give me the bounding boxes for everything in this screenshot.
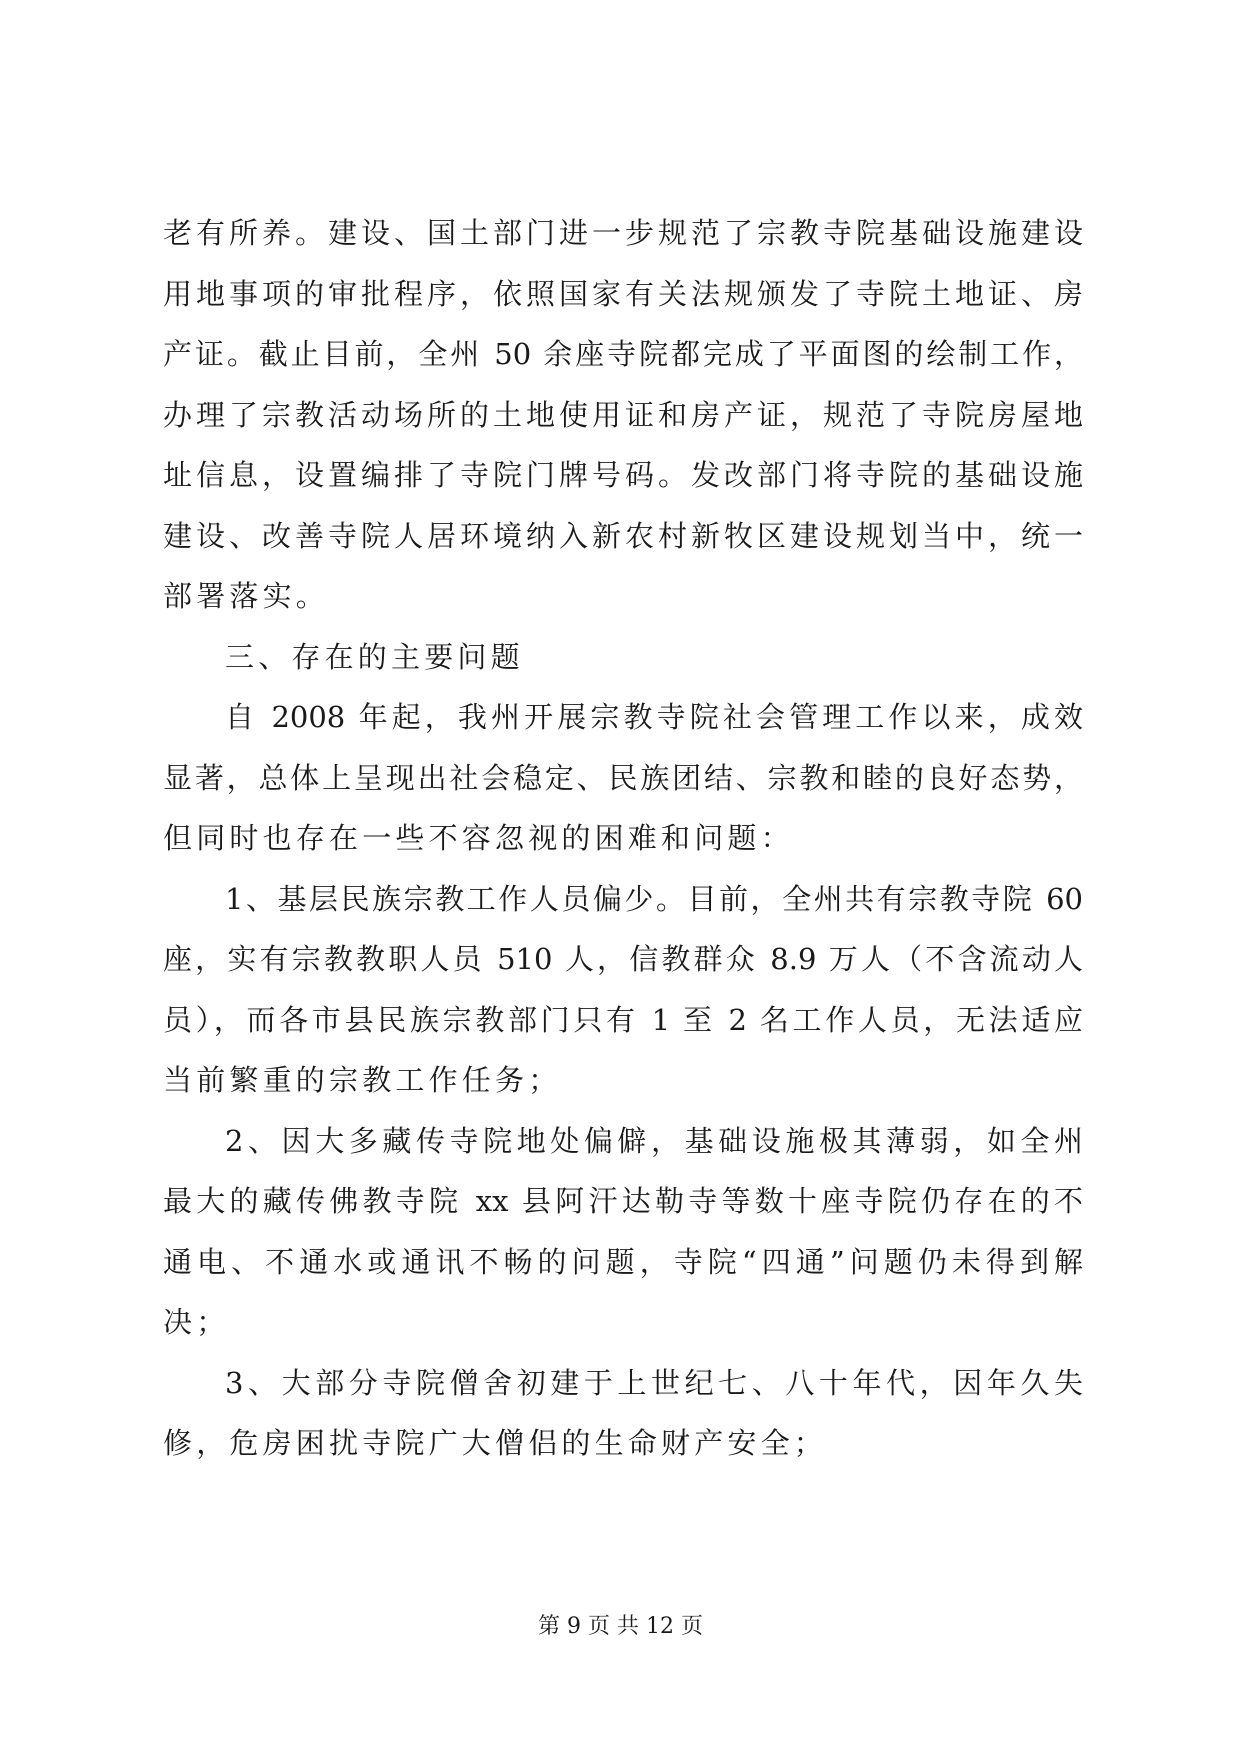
text-line: 通电、不通水或通讯不畅的问题，寺院“四通”问题仍未得到解 xyxy=(163,1244,1083,1279)
text-line: 修，危房困扰寺院广大僧侣的生命财产安全； xyxy=(163,1426,828,1460)
text-line: 座，实有宗教教职人员 510 人，信教群众 8.9 万人（不含流动人 xyxy=(163,942,1083,976)
page-footer: 第 9 页 共 12 页 xyxy=(538,1614,703,1639)
text-line: 三、存在的主要问题 xyxy=(225,639,524,674)
text-line: 2、因大多藏传寺院地处偏僻，基础设施极其薄弱，如全州 xyxy=(225,1123,1083,1158)
text-line: 办理了宗教活动场所的土地使用证和房产证，规范了寺院房屋地 xyxy=(163,397,1083,432)
text-line: 决； xyxy=(163,1305,230,1339)
text-line: 老有所养。建设、国土部门进一步规范了宗教寺院基础设施建设 xyxy=(163,216,1083,250)
text-line: 部署落实。 xyxy=(163,579,330,613)
text-line: 产证。截止目前，全州 50 余座寺院都完成了平面图的绘制工作， xyxy=(163,337,1083,371)
text-line: 当前繁重的宗教工作任务； xyxy=(163,1063,562,1097)
text-line: 1、基层民族宗教工作人员偏少。目前，全州共有宗教寺院 60 xyxy=(225,881,1083,916)
text-line: 建设、改善寺院人居环境纳入新农村新牧区建设规划当中，统一 xyxy=(163,518,1083,553)
text-line: 显著，总体上呈现出社会稳定、民族团结、宗教和睦的良好态势， xyxy=(163,760,1083,795)
text-line: 3、大部分寺院僧舍初建于上世纪七、八十年代，因年久失 xyxy=(225,1365,1083,1400)
text-line: 最大的藏传佛教寺院 xx 县阿汗达勒寺等数十座寺院仍存在的不 xyxy=(163,1184,1083,1218)
document-body xyxy=(163,203,1083,1474)
text-line: 址信息，设置编排了寺院门牌号码。发改部门将寺院的基础设施 xyxy=(163,458,1083,492)
text-line: 员），而各市县民族宗教部门只有 1 至 2 名工作人员，无法适应 xyxy=(163,1002,1083,1037)
text-line: 自 2008 年起，我州开展宗教寺院社会管理工作以来，成效 xyxy=(225,700,1083,734)
text-line: 但同时也存在一些不容忽视的困难和问题： xyxy=(163,821,794,855)
text-line: 用地事项的审批程序，依照国家有关法规颁发了寺院土地证、房 xyxy=(163,276,1083,311)
